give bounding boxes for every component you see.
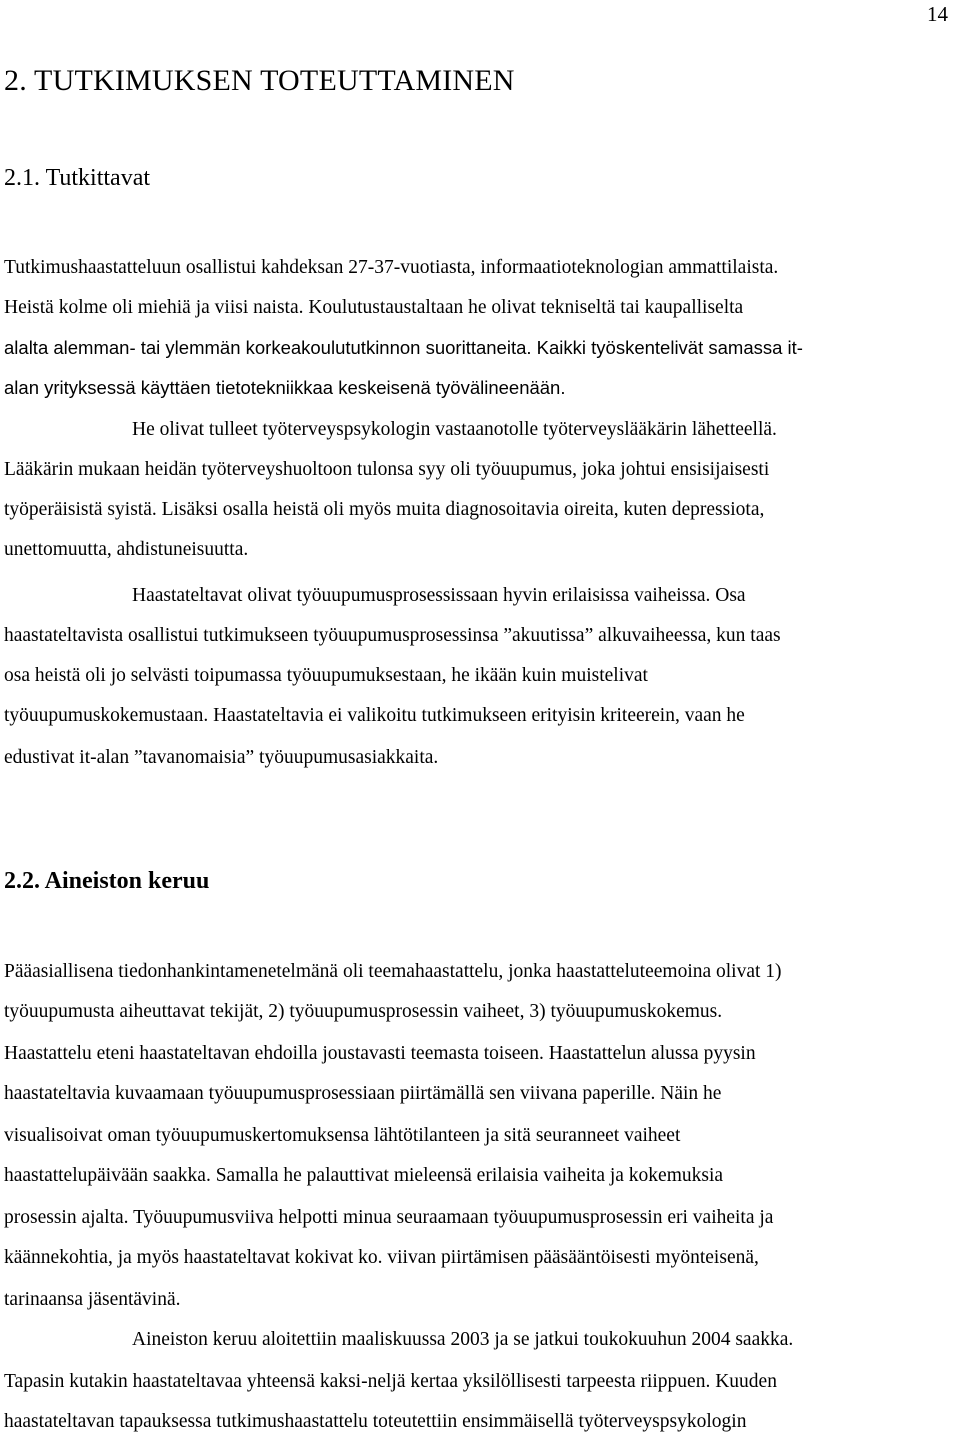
paragraph-line: työuupumuskokemustaan. Haastateltavia ei valikoitu tutkimukseen erityisin kriteerein, vaan he: [4, 705, 745, 726]
paragraph-line: työperäisistä syistä. Lisäksi osalla heistä oli myös muita diagnosoitavia oireita, kuten depressiota,: [4, 499, 765, 520]
paragraph-line: haastateltavista osallistui tutkimukseen työuupumusprosessinsa ”akuutissa” alkuvaiheessa, kun taas: [4, 625, 781, 646]
paragraph-line: haastattelupäivään saakka. Samalla he palauttivat mieleensä erilaisia vaiheita ja kokemuksia: [4, 1165, 724, 1186]
paragraph-line: käännekohtia, ja myös haastateltavat kokivat ko. viivan piirtämisen pääsääntöisesti myönteisenä,: [4, 1247, 759, 1268]
paragraph-line: He olivat tulleet työterveyspsykologin vastaanotolle työterveyslääkärin lähetteellä.: [132, 419, 777, 440]
paragraph-line: alan yrityksessä käyttäen tietotekniikkaa keskeisenä työvälineenään.: [4, 377, 566, 398]
paragraph-line: Lääkärin mukaan heidän työterveyshuoltoon tulonsa syy oli työuupumus, joka johtui ensisijaisesti: [4, 459, 770, 480]
paragraph-line: visualisoivat oman työuupumuskertomuksensa lähtötilanteen ja sitä seuranneet vaiheet: [4, 1125, 681, 1146]
paragraph-line: prosessin ajalta. Työuupumusviiva helpotti minua seuraamaan työuupumusprosessin eri vaiheita ja: [4, 1207, 774, 1228]
paragraph-line: Pääasiallisena tiedonhankintamenetelmänä oli teemahaastattelu, jonka haastatteluteemoina olivat 1): [4, 961, 782, 982]
paragraph-line: Haastattelu eteni haastateltavan ehdoilla joustavasti teemasta toiseen. Haastattelun alussa pyysin: [4, 1043, 756, 1064]
paragraph-line: Heistä kolme oli miehiä ja viisi naista. Koulutustaustaltaan he olivat tekniseltä tai kaupalliselta: [4, 297, 744, 318]
paragraph-line: Aineiston keruu aloitettiin maaliskuussa 2003 ja se jatkui toukokuuhun 2004 saakka.: [132, 1329, 794, 1350]
paragraph-line: alalta alemman- tai ylemmän korkeakoulututkinnon suorittaneita. Kaikki työskentelivät samassa it-: [4, 337, 803, 358]
paragraph-line: unettomuutta, ahdistuneisuutta.: [4, 539, 249, 560]
paragraph-line: Tapasin kutakin haastateltavaa yhteensä kaksi-neljä kertaa yksilöllisesti tarpeesta riippuen. Kuuden: [4, 1371, 777, 1392]
page-number: 14: [927, 2, 948, 26]
section-title-tutkittavat: 2.1. Tutkittavat: [4, 165, 151, 191]
paragraph-line: osa heistä oli jo selvästi toipumassa työuupumuksestaan, he ikään kuin muistelivat: [4, 665, 648, 686]
paragraph-line: työuupumusta aiheuttavat tekijät, 2) työuupumusprosessin vaiheet, 3) työuupumuskokemus.: [4, 1001, 723, 1022]
paragraph-line: haastateltavan tapauksessa tutkimushaastattelu toteutettiin ensimmäisellä työterveyspsykologin: [4, 1411, 747, 1432]
paragraph-line: haastateltavia kuvaamaan työuupumusprosessiaan piirtämällä sen viivana paperille. Näin he: [4, 1083, 722, 1104]
paragraph-line: Tutkimushaastatteluun osallistui kahdeksan 27-37-vuotiasta, informaatioteknologian ammattilaista.: [4, 257, 779, 278]
paragraph-line: edustivat it-alan ”tavanomaisia” työuupumusasiakkaita.: [4, 747, 439, 768]
chapter-title: 2. TUTKIMUKSEN TOTEUTTAMINEN: [4, 64, 515, 97]
paragraph-line: tarinaansa jäsentävinä.: [4, 1289, 181, 1310]
section-title-aineiston-keruu: 2.2. Aineiston keruu: [4, 868, 210, 894]
paragraph-line: Haastateltavat olivat työuupumusprosessissaan hyvin erilaisissa vaiheissa. Osa: [132, 585, 746, 606]
